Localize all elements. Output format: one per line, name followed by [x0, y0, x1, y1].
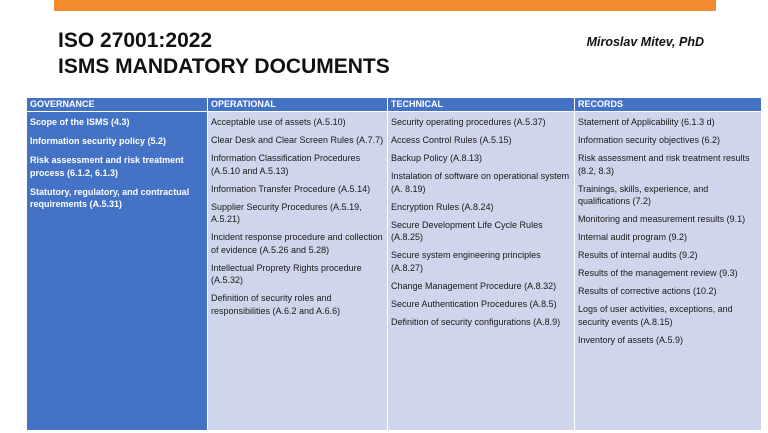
list-item: Risk assessment and risk treatment process (6.1.2, 6.1.3)	[30, 155, 184, 178]
list-item: Secure Authentication Procedures (A.8.5)	[391, 298, 557, 309]
list-item: Trainings, skills, experience, and qualifications (7.2)	[578, 183, 709, 206]
list-item: Results of internal audits (9.2)	[578, 250, 698, 260]
slide-title	[58, 28, 390, 80]
list-item: Clear Desk and Clear Screen Rules (A.7.7)	[211, 135, 384, 145]
column-header: GOVERNANCE	[27, 98, 207, 112]
list-item: Access Control Rules (A.5.15)	[391, 135, 512, 145]
column-governance	[27, 98, 208, 430]
title-line-1: ISO 27001:2022	[58, 29, 213, 52]
list-item: Definition of security configurations (A.8.9)	[391, 316, 561, 327]
author-name: Miroslav Mitev, PhD	[586, 35, 704, 49]
list-item: Intellectual Proprety Rights procedure (A.5.32)	[211, 262, 362, 285]
list-item: Acceptable use of assets (A.5.10)	[211, 117, 346, 127]
list-item: Scope of the ISMS (4.3)	[30, 117, 130, 127]
list-item: Information security objectives (6.2)	[578, 135, 721, 145]
list-item: Backup Policy (A.8.13)	[391, 153, 483, 163]
list-item: Encryption Rules (A.8.24)	[391, 201, 494, 212]
list-item: Monitoring and measurement results (9.1)	[578, 214, 746, 224]
list-item: Definition of security roles and responsibilities (A.6.2 and A.6.6)	[211, 293, 341, 316]
list-item: Secure system engineering principles (A.8.27)	[391, 250, 541, 273]
accent-bar	[54, 0, 716, 11]
list-item: Change Management Procedure (A.8.32)	[391, 280, 557, 291]
list-item: Supplier Security Procedures (A.5.19, A.5.21)	[211, 201, 362, 224]
documents-table	[27, 98, 761, 430]
title-line-2: ISMS MANDATORY DOCUMENTS	[58, 55, 390, 78]
list-item: Information security policy (5.2)	[30, 136, 167, 146]
list-item: Information Transfer Procedure (A.5.14)	[211, 183, 371, 194]
list-item: Instalation of software on operational system (A. 8.19)	[391, 171, 570, 194]
list-item: Risk assessment and risk treatment results (8.2, 8.3)	[578, 153, 750, 176]
column-technical	[388, 98, 575, 430]
list-item: Inventory of assets (A.5.9)	[578, 334, 684, 345]
list-item: Statement of Applicability (6.1.3 d)	[578, 117, 715, 127]
list-item: Security operating procedures (A.5.37)	[391, 117, 546, 127]
column-header: OPERATIONAL	[208, 98, 387, 112]
list-item: Information Classification Procedures (A.5.10 and A.5.13)	[211, 153, 361, 176]
column-operational	[208, 98, 388, 430]
list-item: Statutory, regulatory, and contractual requirements (A.5.31)	[30, 186, 190, 209]
column-items	[27, 112, 207, 211]
column-records	[575, 98, 761, 430]
list-item: Secure Development Life Cycle Rules (A.8.25)	[391, 219, 543, 242]
column-header: RECORDS	[575, 98, 761, 112]
column-items	[575, 112, 761, 346]
column-header: TECHNICAL	[388, 98, 574, 112]
list-item: Results of the management review (9.3)	[578, 268, 738, 278]
list-item: Incident response procedure and collection of evidence (A.5.26 and 5.28)	[211, 232, 383, 255]
column-items	[208, 112, 387, 317]
column-items	[388, 112, 574, 328]
list-item: Internal audit program (9.2)	[578, 232, 688, 242]
list-item: Results of corrective actions (10.2)	[578, 286, 717, 296]
list-item: Logs of user activities, exceptions, and security events (A.8.15)	[578, 304, 733, 327]
